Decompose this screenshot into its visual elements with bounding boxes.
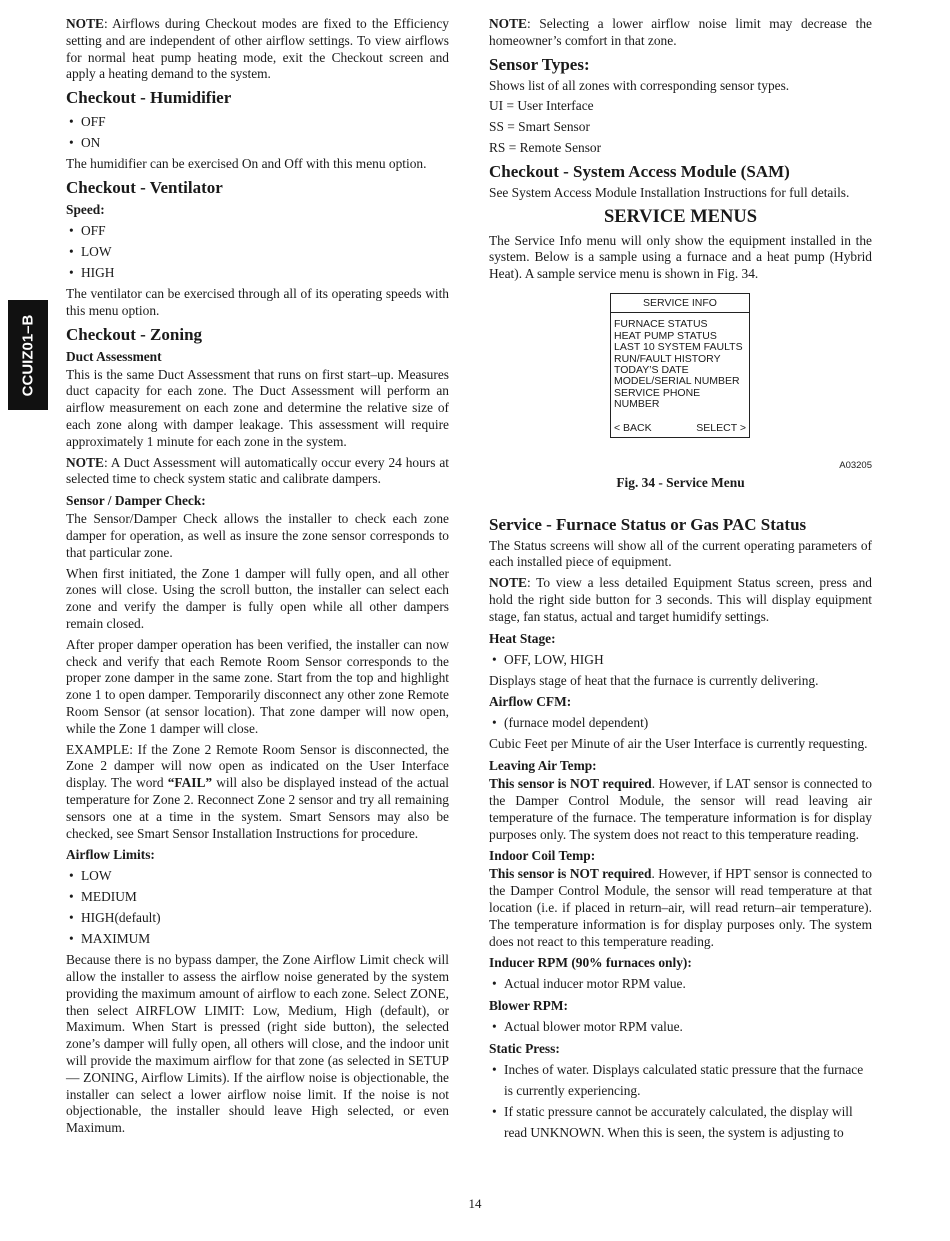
back-label: < BACK: [614, 421, 652, 434]
furnace-status-text: The Status screens will show all of the current operating parameters of each installed piece of equipment.: [489, 537, 872, 570]
service-info-item: LAST 10 SYSTEM FAULTS: [614, 341, 743, 354]
list-item: • Actual blower motor RPM value.: [489, 1016, 872, 1037]
list-item: • HIGH(default): [66, 907, 449, 928]
airflow-limits-text: Because there is no bypass damper, the Zone Airflow Limit check will allow the installer to assess the airflow noise generated by the system providing the maximum amount of airflow to each zone. Select ZONE, then select AIRFLOW LIMIT: Low, Medium, High (default), or Maximum. When Start is pressed (right side button), the selected zone’s damper will fully open, all others will close, and the indoor unit will provide the maximum airflow for that zone (as selected in SETUP — ZONING, Airflow Limits). If the airflow noise is objectionable, the installer can select a lower airflow noise limit. If the noise is not objectionable, the installer should leave High selected, or even Maximum.: [66, 952, 449, 1136]
service-menus-heading: SERVICE MENUS: [603, 206, 758, 227]
indoor-coil-temp-text: This sensor is NOT required. However, if HPT sensor is connected to the Damper Control Module, the sensor will read temperature at that location (i.e. if placed in return–air, will read return–air temperature). The temperature information is for display purposes only. The system does not react to this temperature reading.: [489, 866, 872, 949]
list-item: • Actual inducer motor RPM value.: [489, 973, 872, 994]
service-info-item: FURNACE STATUS: [614, 318, 708, 331]
duct-assessment-heading: Duct Assessment: [66, 348, 162, 364]
duct-assessment-text: This is the same Duct Assessment that runs on first start–up. Measures duct capacity for each zone. The Duct Assessment will perform an airflow measurement on each zone and determine the relative size of each zone along with damper leakage. This assessment will require approximately 1 minute for each zone in the system.: [66, 366, 449, 449]
right-column: [489, 16, 872, 1146]
furnace-status-note: NOTE: To view a less detailed Equipment Status screen, press and hold the right side button for 3 seconds. This will display equipment stage, fan status, actual and target humidify settings.: [489, 575, 872, 624]
sensor-type-line: RS = Remote Sensor: [489, 139, 602, 155]
select-label: SELECT >: [696, 421, 746, 434]
inducer-rpm-list: [489, 973, 872, 994]
list-item: • HIGH: [66, 262, 449, 283]
blower-rpm-list: [489, 1016, 872, 1037]
note-label: NOTE: [66, 16, 104, 31]
service-info-items: [611, 313, 749, 414]
list-item: • Inches of water. Displays calculated static pressure that the furnace is currently experiencing.: [489, 1059, 872, 1101]
zoning-heading: Checkout - Zoning: [66, 324, 203, 344]
static-press-list: [489, 1059, 872, 1143]
list-item: • OFF: [66, 220, 449, 241]
speed-label: Speed:: [66, 201, 105, 217]
sensor-type-line: SS = Smart Sensor: [489, 119, 590, 135]
duct-assessment-note: NOTE: A Duct Assessment will automatically occur every 24 hours at selected time to check system static and calibrate dampers.: [66, 454, 449, 487]
left-column: [66, 16, 449, 1141]
list-item: • ON: [66, 132, 449, 153]
figure-code: A03205: [839, 460, 872, 472]
sam-heading: Checkout - System Access Module (SAM): [489, 161, 790, 181]
furnace-status-heading: Service - Furnace Status or Gas PAC Status: [489, 514, 807, 534]
service-menus-text: The Service Info menu will only show the equipment installed in the system. Below is a sample using a furnace and a heat pump (Hybrid Heat). A sample service menu is shown in Fig. 34.: [489, 232, 872, 282]
document-side-tab: [8, 300, 48, 410]
speed-options: [66, 220, 449, 283]
airflow-noise-note: NOTE: Selecting a lower airflow noise limit may decrease the homeowner’s comfort in that zone.: [489, 16, 872, 48]
list-item: • MEDIUM: [66, 886, 449, 907]
sensor-damper-paragraph: The Sensor/Damper Check allows the installer to check each zone damper for operation, as well as insure the zone sensor corresponds to that particular zone.: [66, 511, 449, 560]
inducer-rpm-heading: Inducer RPM (90% furnaces only):: [489, 955, 692, 971]
blower-rpm-heading: Blower RPM:: [489, 998, 568, 1014]
sensor-types-heading: Sensor Types:: [489, 54, 590, 74]
document-code-label: CCUIZ01–B: [19, 314, 37, 396]
humidifier-heading: Checkout - Humidifier: [66, 88, 232, 108]
service-info-item: TODAY’S DATE: [614, 364, 689, 376]
service-info-item: HEAT PUMP STATUS: [614, 329, 717, 342]
airflow-cfm-text: Cubic Feet per Minute of air the User Interface is currently requesting.: [489, 736, 868, 752]
sensor-damper-example: EXAMPLE: If the Zone 2 Remote Room Sensor is disconnected, the Zone 2 damper will now open as indicated on the User Interface display. The word “FAIL” will also be displayed instead of the actual temperature for Zone 2. Reconnect Zone 2 sensor and try all remaining sensors one at a time in the system. Smart Sensors may also be checked, see Smart Sensor Installation Instructions for procedure.: [66, 741, 449, 841]
ventilator-heading: Checkout - Ventilator: [66, 177, 223, 197]
service-info-item: MODEL/SERIAL NUMBER: [614, 375, 740, 388]
list-item: • MAXIMUM: [66, 928, 449, 949]
service-info-footer: [611, 415, 749, 437]
note-label: NOTE: [489, 575, 527, 591]
sensor-type-line: UI = User Interface: [489, 98, 594, 114]
airflow-cfm-heading: Airflow CFM:: [489, 694, 572, 710]
static-press-heading: Static Press:: [489, 1041, 560, 1057]
list-item: • If static pressure cannot be accurately calculated, the display will read UNKNOWN. When this is seen, the system is adjusting to: [489, 1101, 872, 1143]
list-item: • LOW: [66, 241, 449, 262]
page-number: 14: [468, 1196, 482, 1211]
humidifier-options: [66, 111, 449, 153]
list-item: • (furnace model dependent): [489, 712, 872, 733]
list-item: • LOW: [66, 865, 449, 886]
service-info-figure: [610, 293, 750, 438]
sensor-damper-paragraph: After proper damper operation has been verified, the installer can now check and verify that each Remote Room Sensor corresponds to the proper zone damper in the same zone. Start from the top and highlight zone 1 to open damper. Temporarily disconnect any other zone Remote Room Sensor (at sensor location). That zone damper will now open, while the Zone 1 damper will close.: [66, 636, 449, 736]
figure-caption: Fig. 34 - Service Menu: [616, 474, 745, 490]
humidifier-text: The humidifier can be exercised On and Off with this menu option.: [66, 156, 427, 172]
note-label: NOTE: [66, 454, 104, 470]
list-item: • OFF: [66, 111, 449, 132]
checkout-airflow-note: NOTE: Airflows during Checkout modes are fixed to the Efficiency setting and are independent of other airflow settings. To view airflows for normal heat pump heating mode, exit the Checkout screen and apply a heating demand to the system.: [66, 16, 449, 82]
airflow-limits-heading: Airflow Limits:: [66, 847, 155, 863]
sensor-damper-paragraph: When first initiated, the Zone 1 damper will fully open, and all other zones will close. Using the scroll button, the installer can select each zone and verify the damper is fully open while all other dampers remain closed.: [66, 565, 449, 631]
service-info-title: SERVICE INFO: [611, 294, 749, 313]
service-info-item: SERVICE PHONE NUMBER: [614, 386, 701, 411]
sensor-types-intro: Shows list of all zones with corresponding sensor types.: [489, 77, 790, 93]
heat-stage-heading: Heat Stage:: [489, 630, 556, 646]
heat-stage-list: [489, 649, 872, 670]
airflow-cfm-list: [489, 712, 872, 733]
leaving-air-temp-heading: Leaving Air Temp:: [489, 758, 597, 774]
fail-word: “FAIL”: [167, 775, 213, 791]
sensor-damper-heading: Sensor / Damper Check:: [66, 493, 206, 509]
list-item: • OFF, LOW, HIGH: [489, 649, 872, 670]
heat-stage-text: Displays stage of heat that the furnace is currently delivering.: [489, 672, 819, 688]
airflow-limits-list: [66, 865, 449, 949]
ventilator-text: The ventilator can be exercised through all of its operating speeds with this menu option.: [66, 285, 449, 318]
leaving-air-temp-text: This sensor is NOT required. However, if LAT sensor is connected to the Damper Control Module, the sensor will read leaving air temperature of the furnace. The temperature information is for display purposes only. The system does not react to this temperature reading.: [489, 776, 873, 842]
indoor-coil-temp-heading: Indoor Coil Temp:: [489, 848, 596, 864]
service-info-item: RUN/FAULT HISTORY: [614, 352, 721, 365]
sam-text: See System Access Module Installation Instructions for full details.: [489, 184, 850, 200]
note-label: NOTE: [489, 16, 527, 31]
